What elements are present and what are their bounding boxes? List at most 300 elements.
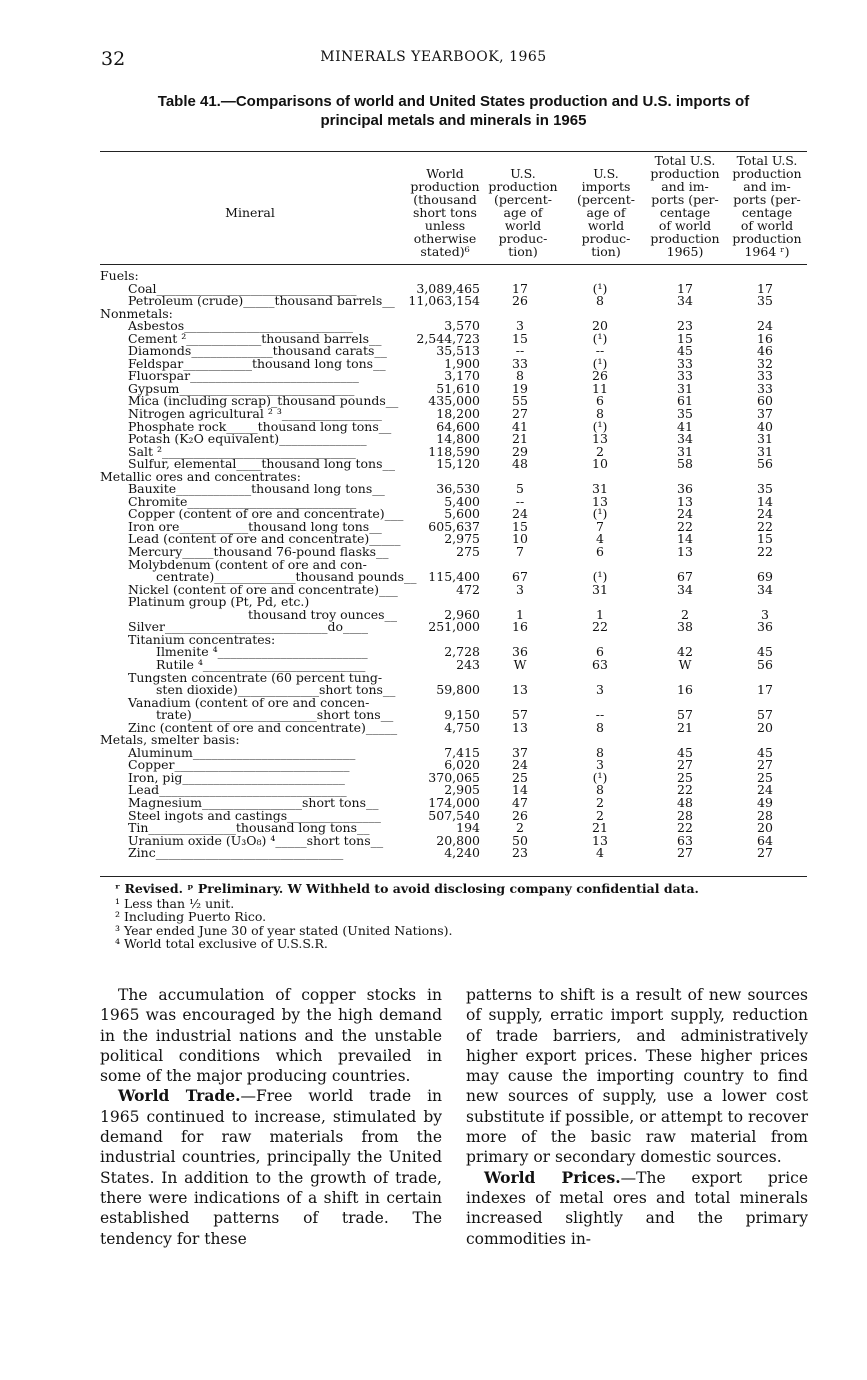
table-cell: 5	[516, 481, 524, 497]
table-cell: 22	[677, 820, 693, 836]
row-label: Metals, smelter basis:	[100, 732, 240, 748]
row-label: Aluminum__________________________	[128, 744, 356, 760]
column-header-line: production	[410, 179, 480, 194]
table-cell: 15	[677, 330, 693, 346]
table-cell: 27	[757, 845, 773, 861]
table-cell: 56	[757, 456, 773, 472]
table-title	[100, 92, 807, 130]
table-cell: 2	[596, 807, 604, 823]
row-label: Nickel (content of ore and concentrate)___	[128, 581, 398, 597]
table-cell: 3	[516, 581, 524, 597]
table-cell: 4	[596, 531, 604, 547]
table-cell: 22	[677, 518, 693, 534]
table-cell: 35	[757, 481, 773, 497]
table-cell: 13	[592, 832, 608, 848]
row-label: Titanium concentrates:	[128, 631, 276, 647]
table-cell: 20	[592, 318, 608, 334]
table-cell: 13	[592, 431, 608, 447]
table-cell: 31	[592, 581, 608, 597]
column-header-line: age of	[503, 205, 543, 220]
table-cell: 605,637	[428, 518, 480, 534]
table-cell: (¹)	[592, 418, 608, 434]
row-label: Iron ore___________thousand long tons__	[128, 518, 382, 534]
table-cell: 45	[757, 644, 773, 660]
column-header-tot64	[727, 154, 807, 258]
column-header-tot65	[645, 154, 725, 258]
table-cell: (¹)	[592, 280, 608, 296]
table-cell: 3	[596, 682, 604, 698]
row-label: Gypsum____________________________	[128, 380, 355, 396]
column-header-line: U.S.	[593, 166, 619, 181]
table-cell: 41	[512, 418, 528, 434]
column-header-line: unless	[424, 218, 466, 233]
row-label: Uranium oxide (U₃O₈) ⁴_____short tons__	[128, 832, 384, 848]
table-cell: 21	[592, 820, 608, 836]
row-label: Lead______________________________	[128, 782, 347, 798]
table-cell: 2	[681, 606, 689, 622]
table-cell: 35	[677, 406, 693, 422]
column-header-line: and im-	[661, 179, 709, 194]
column-header-line: otherwise	[413, 231, 477, 246]
table-cell: 21	[512, 431, 528, 447]
paragraph-text: —Free world trade in 1965 continued to increase, stimulated by demand for raw materials from the industrial countries, principally the United States. In addition to the growth of trade, there were indications of a shift in certain established patterns of trade. The tendency for these	[100, 1087, 443, 1248]
table-cell: 6,020	[444, 757, 480, 773]
table-row	[100, 295, 807, 308]
table-cell: 67	[677, 569, 693, 585]
table-cell: 8	[516, 368, 524, 384]
table-cell: 8	[596, 406, 604, 422]
running-title: MINERALS YEARBOOK, 1965	[320, 49, 547, 65]
table-cell: 57	[757, 707, 773, 723]
table-row	[100, 847, 807, 860]
footnote: ³ Year ended June 30 of year stated (United Nations).	[115, 922, 453, 938]
table-cell: 40	[757, 418, 773, 434]
column-header-line: ports (per-	[733, 192, 801, 207]
row-label: Copper (content of ore and concentrate)___	[128, 506, 404, 522]
table-cell: 27	[677, 757, 693, 773]
table-cell: 115,400	[428, 569, 480, 585]
table-cell: 46	[757, 343, 773, 359]
table-cell: 36	[757, 619, 773, 635]
table-cell: 22	[677, 782, 693, 798]
column-header-line: World	[426, 166, 464, 181]
table-top-rule	[100, 151, 807, 152]
table-cell: 59,800	[436, 682, 480, 698]
table-cell: 2,960	[444, 606, 480, 622]
table-cell: 472	[456, 581, 480, 597]
table-cell: 60	[757, 393, 773, 409]
table-title-line-1: Table 41.—Comparisons of world and United States production and U.S. imports of	[157, 93, 750, 110]
table-cell: 2,544,723	[416, 330, 480, 346]
row-label: Coal________________________________	[128, 280, 357, 296]
column-header-line: short tons	[413, 205, 477, 220]
table-cell: 35	[757, 293, 773, 309]
table-cell: 22	[592, 619, 608, 635]
table-cell: 16	[677, 682, 693, 698]
table-cell: 61	[677, 393, 693, 409]
table-cell: 435,000	[428, 393, 480, 409]
table-cell: 24	[757, 318, 773, 334]
table-cell: 2	[516, 820, 524, 836]
table-cell: 34	[677, 293, 693, 309]
table-cell: 275	[456, 544, 480, 560]
row-label: Chromite___________________________	[128, 493, 357, 509]
table-cell: 3	[516, 318, 524, 334]
table-cell: 1	[596, 606, 604, 622]
table-cell: 48	[512, 456, 528, 472]
row-label: Silver__________________________do____	[128, 619, 369, 635]
table-cell: 56	[757, 656, 773, 672]
column-header-line: world	[587, 218, 625, 233]
table-cell: 32	[757, 355, 773, 371]
column-header-line: tion)	[591, 244, 621, 259]
table-cell: 64,600	[436, 418, 480, 434]
column-header-line: and im-	[743, 179, 791, 194]
row-label: Asbestos___________________________	[128, 318, 353, 334]
table-cell: 3,570	[444, 318, 480, 334]
row-label: Sulfur, elemental____thousand long tons__	[128, 456, 396, 472]
table-cell: 118,590	[428, 443, 480, 459]
footnote: ¹ Less than ½ unit.	[115, 895, 235, 911]
column-header-line: of world	[658, 218, 712, 233]
table-cell: 11,063,154	[408, 293, 480, 309]
table-cell: 17	[757, 682, 773, 698]
table-cell: 21	[677, 719, 693, 735]
table-cell: 370,065	[428, 769, 480, 785]
table-cell: 2	[596, 794, 604, 810]
row-label: Mercury_____thousand 76-pound flasks__	[128, 544, 389, 560]
table-cell: (¹)	[592, 506, 608, 522]
row-label: Steel ingots and castings_______________	[128, 807, 381, 823]
row-label: Vanadium (content of ore and concen-	[128, 694, 370, 710]
table-cell: 57	[677, 707, 693, 723]
column-header-line: 1965)	[666, 244, 704, 259]
column-header-line: (percent-	[577, 192, 635, 207]
table-cell: 7	[516, 544, 524, 560]
row-label: Potash (K₂O equivalent)______________	[128, 431, 367, 447]
table-cell: 14,800	[436, 431, 480, 447]
table-cell: 15	[757, 531, 773, 547]
row-label: Tungsten concentrate (60 percent tung-	[128, 669, 383, 685]
column-header-line: world	[504, 218, 542, 233]
table-cell: 5,600	[444, 506, 480, 522]
table-cell: 33	[677, 368, 693, 384]
column-header-line: Mineral	[225, 205, 275, 220]
table-cell: 23	[512, 845, 528, 861]
table-cell: 28	[677, 807, 693, 823]
table-cell: 2,975	[444, 531, 480, 547]
table-cell: 33	[757, 368, 773, 384]
table-cell: 2,728	[444, 644, 480, 660]
row-label: Petroleum (crude)_____thousand barrels__	[128, 293, 395, 309]
table-cell: 8	[596, 719, 604, 735]
table-cell: 26	[512, 807, 528, 823]
table-cell: 41	[677, 418, 693, 434]
table-cell: 24	[757, 782, 773, 798]
table-cell: 16	[757, 330, 773, 346]
row-label: thousand troy ounces__	[248, 606, 398, 622]
text-column-left	[100, 985, 442, 1249]
table-cell: 24	[512, 506, 528, 522]
paragraph: The accumulation of copper stocks in 1965 was encouraged by the high demand in the industrial nations and the unstable political conditions which prevailed in some of the major producing countries.	[100, 986, 442, 1086]
row-label: Fuels:	[100, 268, 139, 283]
table-cell: 51,610	[436, 380, 480, 396]
table-cell: 507,540	[428, 807, 480, 823]
row-label: Iron, pig__________________________	[128, 769, 345, 785]
table-cell: 34	[757, 581, 773, 597]
footnote: ʳ Revised. ᵖ Preliminary. W Withheld to avoid disclosing company confidential data.	[115, 881, 699, 896]
column-header-line: production	[732, 166, 802, 181]
table-cell: 3,170	[444, 368, 480, 384]
table-cell: 10	[512, 531, 528, 547]
table-cell: 14	[512, 782, 528, 798]
table-cell: 24	[677, 506, 693, 522]
row-label: Mica (including scrap)_thousand pounds__	[128, 393, 399, 409]
row-label: Cement ²____________thousand barrels__	[128, 330, 382, 346]
footnote: ² Including Puerto Rico.	[115, 909, 267, 924]
column-header-line: ports (per-	[651, 192, 719, 207]
column-header-line: U.S.	[510, 166, 536, 181]
table-cell: 36,530	[436, 481, 480, 497]
table-cell: 19	[512, 380, 528, 396]
table-cell: 48	[677, 794, 693, 810]
column-header-line: tion)	[508, 244, 538, 259]
row-label: Feldspar___________thousand long tons__	[128, 355, 386, 371]
table-cell: 45	[677, 343, 693, 359]
table-cell: 36	[677, 481, 693, 497]
page-number: 32	[101, 48, 126, 70]
table-cell: 25	[677, 769, 693, 785]
row-label: Bauxite____________thousand long tons__	[128, 481, 385, 497]
table-cell: 3	[596, 757, 604, 773]
table-cell: 13	[677, 493, 693, 509]
column-header-line: stated)⁶	[420, 244, 470, 259]
table-body	[100, 270, 807, 860]
row-label: Nitrogen agricultural ² ³________________	[128, 406, 382, 422]
table-cell: 8	[596, 744, 604, 760]
table-cell: 15,120	[436, 456, 480, 472]
table-title-line-2: principal metals and minerals in 1965	[320, 112, 587, 129]
table-cell: 58	[677, 456, 693, 472]
table-cell: 3,089,465	[416, 280, 480, 296]
row-label: centrate)_____________thousand pounds__	[156, 569, 417, 585]
table-cell: 25	[512, 769, 528, 785]
table-cell: 1,900	[444, 355, 480, 371]
table-cell: 7,415	[444, 744, 480, 760]
column-header-line: produc-	[498, 231, 548, 246]
table-cell: 13	[677, 544, 693, 560]
table-cell: 28	[757, 807, 773, 823]
table-cell: 4,750	[444, 719, 480, 735]
row-label: Diamonds_____________thousand carats__	[128, 343, 387, 359]
column-header-line: imports	[581, 179, 631, 194]
row-label: Rutile ⁴__________________________	[156, 656, 366, 672]
table-cell: 47	[512, 794, 528, 810]
section-heading: World Trade.	[118, 1086, 241, 1106]
section-heading: World Prices.	[484, 1167, 621, 1187]
row-label: Zinc (content of ore and concentrate)_____	[128, 719, 398, 735]
table-cell: 49	[757, 794, 773, 810]
table-cell: 20	[757, 719, 773, 735]
column-header-line: centage	[659, 205, 711, 220]
table-cell: 26	[592, 368, 608, 384]
row-label: Copper____________________________	[128, 757, 350, 773]
table-cell: 27	[677, 845, 693, 861]
table-cell: 10	[592, 456, 608, 472]
row-label: Molybdenum (content of ore and con-	[128, 556, 367, 572]
table-cell: 33	[757, 380, 773, 396]
table-cell: 15	[512, 330, 528, 346]
table-cell: 42	[677, 644, 693, 660]
table-cell: 17	[512, 280, 528, 296]
table-cell: 45	[677, 744, 693, 760]
table-cell: 9,150	[444, 707, 480, 723]
column-header-line: age of	[586, 205, 626, 220]
table-cell: 69	[757, 569, 773, 585]
column-header-line: production	[732, 231, 802, 246]
table-cell: 13	[512, 682, 528, 698]
table-cell: W	[513, 656, 527, 672]
table-cell: 33	[512, 355, 528, 371]
table-cell: 50	[512, 832, 528, 848]
table-cell: 20	[757, 820, 773, 836]
column-header-us_prod	[487, 167, 559, 258]
table-cell: 31	[757, 431, 773, 447]
row-label: Zinc______________________________	[128, 845, 344, 861]
table-cell: --	[595, 707, 605, 723]
row-label: Lead (content of ore and concentrate)_____	[128, 531, 401, 547]
table-cell: 6	[596, 544, 604, 560]
row-label: Magnesium________________short tons__	[128, 794, 379, 810]
table-cell: 243	[456, 656, 480, 672]
table-cell: (¹)	[592, 330, 608, 346]
table-cell: 31	[677, 380, 693, 396]
table-cell: 27	[512, 406, 528, 422]
paragraph-world-prices	[466, 1168, 808, 1249]
table-cell: 20,800	[436, 832, 480, 848]
row-label: Metallic ores and concentrates:	[100, 468, 301, 484]
table-cell: 29	[512, 443, 528, 459]
row-label: Nonmetals:	[100, 305, 173, 321]
column-header-line: production	[650, 231, 720, 246]
column-header-line: (percent-	[494, 192, 552, 207]
table-cell: 2	[596, 443, 604, 459]
table-cell: 37	[512, 744, 528, 760]
table-cell: 31	[592, 481, 608, 497]
column-header-line: Total U.S.	[736, 153, 798, 168]
row-label: trate)____________________short tons__	[156, 707, 394, 723]
table-cell: 194	[456, 820, 480, 836]
table-cell: 174,000	[428, 794, 480, 810]
page-header	[0, 42, 867, 72]
table-cell: 35,513	[436, 343, 480, 359]
column-header-us_imp	[567, 167, 645, 258]
table-cell: 45	[757, 744, 773, 760]
table-cell: 8	[596, 782, 604, 798]
table-cell: 18,200	[436, 406, 480, 422]
table-cell: --	[515, 343, 525, 359]
table-cell: 37	[757, 406, 773, 422]
table-cell: 6	[596, 393, 604, 409]
column-header-line: production	[650, 166, 720, 181]
header-bottom-rule	[100, 264, 807, 265]
table-cell: 34	[677, 581, 693, 597]
table-cell: 63	[592, 656, 608, 672]
table-cell: 4	[596, 845, 604, 861]
table-cell: 8	[596, 293, 604, 309]
table-cell: 14	[677, 531, 693, 547]
table-cell: (¹)	[592, 355, 608, 371]
table-cell: 22	[757, 544, 773, 560]
column-header-mineral	[200, 206, 300, 219]
paragraph: patterns to shift is a result of new sources of supply, erratic import supply, reduction of trade barriers, and administratively higher export prices. These higher prices may cause the importing country to find new sources of supply, use a lower cost substitute if possible, or attempt to recover more of the basic raw material from primary or secondary domestic sources.	[466, 986, 808, 1167]
table-cell: 27	[757, 757, 773, 773]
table-cell: 17	[677, 280, 693, 296]
table-cell: --	[515, 493, 525, 509]
table-cell: 15	[512, 518, 528, 534]
table-cell: 24	[512, 757, 528, 773]
table-cell: 57	[512, 707, 528, 723]
table-cell: 25	[757, 769, 773, 785]
column-header-line: of world	[740, 218, 794, 233]
table-cell: 36	[512, 644, 528, 660]
table-cell: (¹)	[592, 769, 608, 785]
paragraph-text: —The export price indexes of metal ores and total minerals increased slightly and the primary commodities in-	[466, 1168, 808, 1248]
table-cell: 31	[757, 443, 773, 459]
row-label: Platinum group (Pt, Pd, etc.)	[128, 594, 310, 610]
table-cell: 6	[596, 644, 604, 660]
table-cell: 16	[512, 619, 528, 635]
row-label: Phosphate rock_____thousand long tons__	[128, 418, 392, 434]
table-cell: 251,000	[428, 619, 480, 635]
table-cell: 34	[677, 431, 693, 447]
table-cell: 24	[757, 506, 773, 522]
column-header-line: 1964 ʳ)	[744, 244, 790, 259]
table-cell: 2,905	[444, 782, 480, 798]
text-column-right	[466, 985, 808, 1249]
table-cell: 4,240	[444, 845, 480, 861]
column-header-line: (thousand	[413, 192, 477, 207]
table-cell: 14	[757, 493, 773, 509]
column-header-line: production	[488, 179, 558, 194]
table-cell: 17	[757, 280, 773, 296]
row-label: Tin______________thousand long tons__	[128, 820, 370, 836]
table-cell: 13	[512, 719, 528, 735]
column-header-world	[400, 167, 490, 258]
row-label: Fluorspar___________________________	[128, 368, 359, 384]
table-cell: 31	[677, 443, 693, 459]
table-cell: W	[678, 656, 692, 672]
table-cell: 7	[596, 518, 604, 534]
table-cell: 38	[677, 619, 693, 635]
table-cell: --	[595, 343, 605, 359]
table-cell: 33	[677, 355, 693, 371]
table-cell: 3	[761, 606, 769, 622]
table-cell: 63	[677, 832, 693, 848]
row-label: Salt ²_______________________________	[128, 443, 356, 459]
table-cell: 5,400	[444, 493, 480, 509]
table-footnotes	[115, 882, 699, 951]
footnote: ⁴ World total exclusive of U.S.S.R.	[115, 936, 328, 951]
table-bottom-rule	[100, 876, 807, 877]
table-cell: 64	[757, 832, 773, 848]
column-header-line: Total U.S.	[654, 153, 716, 168]
table-cell: 23	[677, 318, 693, 334]
table-cell: (¹)	[592, 569, 608, 585]
column-header-line: produc-	[581, 231, 631, 246]
table-cell: 1	[516, 606, 524, 622]
table-cell: 67	[512, 569, 528, 585]
